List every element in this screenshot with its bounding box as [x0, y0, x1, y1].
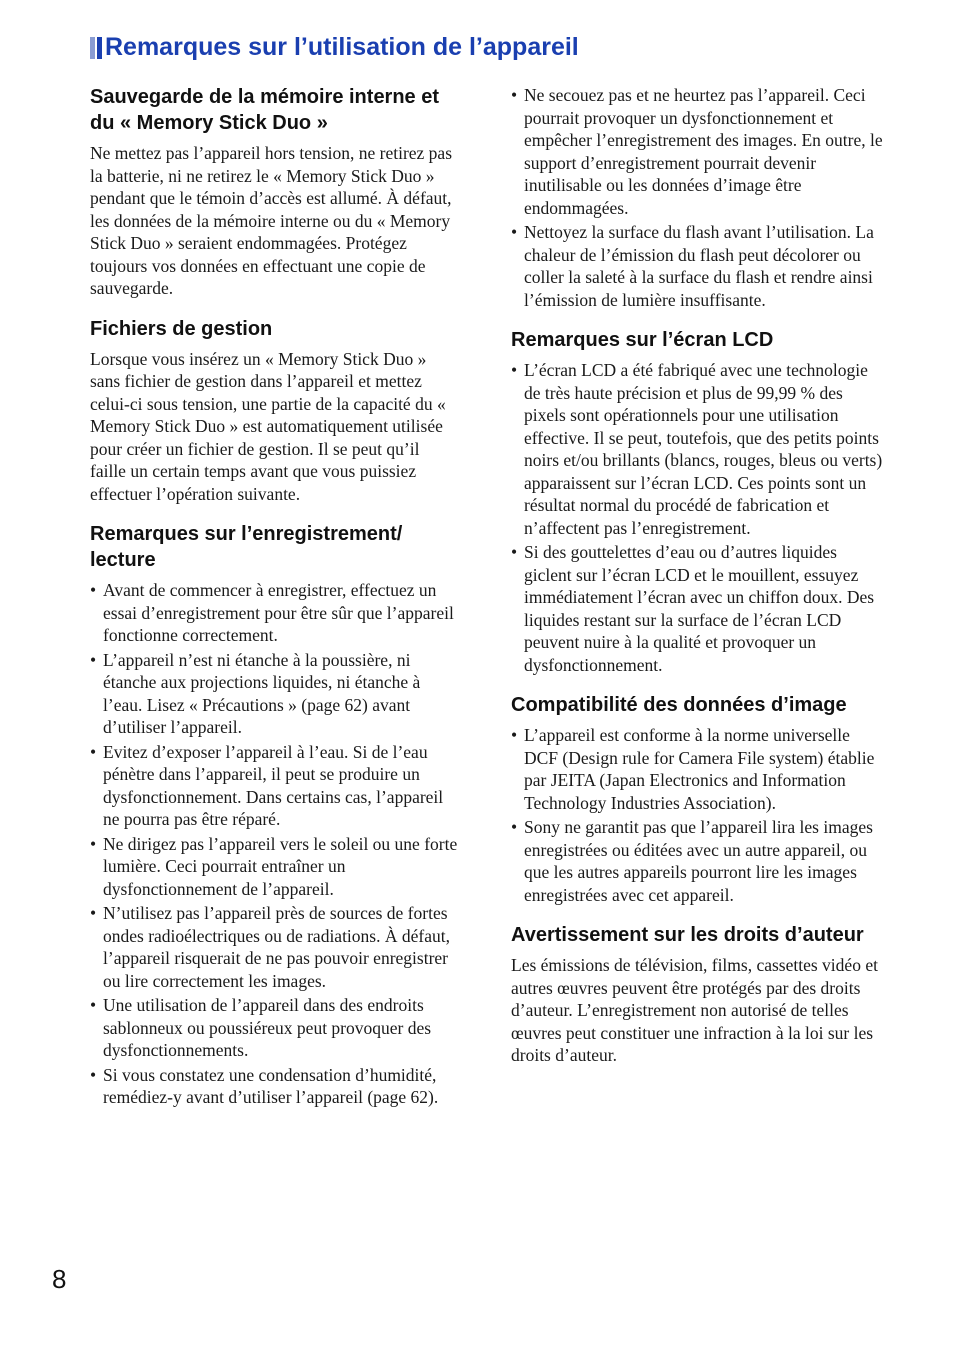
section-image-compatibility — [511, 692, 883, 906]
section-heading: Avertissement sur les droits d’auteur — [511, 924, 864, 946]
section-heading: Sauvegarde de la mémoire interne et du « Memory Stick Duo » — [90, 86, 440, 134]
section-lcd-screen — [511, 327, 883, 676]
section-recording-continued — [511, 84, 883, 311]
left-column — [90, 84, 458, 1125]
section-recording-playback — [90, 521, 458, 1109]
list-item: • L’appareil est conforme à la norme universelle DCF (Design rule for Camera File system) établie par JEITA (Japan Electronics and Information Technology Industries Association). — [511, 724, 883, 814]
list-item: • Nettoyez la surface du flash avant l’utilisation. La chaleur de l’émission du flash peut décolorer ou coller la saleté à la surface du flash et rendre ainsi l’émission de lumière insuffisante. — [511, 221, 883, 311]
section-heading: Remarques sur l’enregistrement/ lecture — [90, 523, 403, 571]
bullet-list — [511, 359, 883, 676]
list-item: • Une utilisation de l’appareil dans des endroits sablonneux ou poussiéreux peut provoquer des dysfonctionnements. — [90, 994, 458, 1062]
section-management-files — [90, 316, 458, 506]
list-item: • Ne dirigez pas l’appareil vers le soleil ou une forte lumière. Ceci pourrait entraîner un dysfonctionnement de l’appareil. — [90, 833, 458, 901]
page-number: 8 — [52, 1264, 67, 1294]
section-heading: Compatibilité des données d’image — [511, 694, 847, 716]
page-title — [90, 33, 579, 62]
bullet-list — [511, 724, 883, 906]
list-item: • Avant de commencer à enregistrer, effectuez un essai d’enregistrement pour être sûr que l’appareil fonctionne correctement. — [90, 579, 458, 647]
list-item: • Si des gouttelettes d’eau ou d’autres liquides giclent sur l’écran LCD et le mouillent, essuyez immédiatement l’écran avec un chiffon doux. Des liquides restant sur la surface de l’écran LCD peuvent nuire à la qualité et provoquer un dysfonctionnement. — [511, 541, 883, 676]
list-item: • Si vous constatez une condensation d’humidité, remédiez-y avant d’utiliser l’appareil (page 62). — [90, 1064, 458, 1109]
section-paragraph: Lorsque vous insérez un « Memory Stick Duo » sans fichier de gestion dans l’appareil et mettez celui-ci sous tension, une partie de la capacité du « Memory Stick Duo » est automatiquement utilisée pour créer un fichier de gestion. Il se peut qu’il faille un certain temps avant que vous puissiez effectuer l’opération suivante. — [90, 348, 446, 504]
section-heading: Remarques sur l’écran LCD — [511, 329, 774, 351]
section-backup — [90, 84, 458, 300]
list-item: • N’utilisez pas l’appareil près de sources de fortes ondes radioélectriques ou de radiations. À défaut, l’appareil risquerait de ne pas pouvoir enregistrer ou lire correctement les images. — [90, 902, 458, 992]
list-item: • Evitez d’exposer l’appareil à l’eau. Si de l’eau pénètre dans l’appareil, il peut se produire un dysfonctionnement. Dans certains cas, l’appareil ne pourra pas être réparé. — [90, 741, 458, 831]
bullet-list — [511, 84, 883, 311]
section-paragraph: Ne mettez pas l’appareil hors tension, ne retirez pas la batterie, ni ne retirez le « Memory Stick Duo » pendant que le témoin d’accès est allumé. À défaut, les données de la mémoire interne ou du « Memory Stick Duo » seraient endommagées. Protégez toujours vos données en effectuant une copie de sauvegarde. — [90, 143, 453, 298]
bullet-list — [90, 579, 458, 1109]
section-paragraph: Les émissions de télévision, films, cassettes vidéo et autres œuvres peuvent être protégés par des droits d’auteur. L’enregistrement non autorisé de telles œuvres peut constituer une infraction à la loi sur les droits d’auteur. — [511, 955, 878, 1065]
list-item: • L’écran LCD a été fabriqué avec une technologie de très haute précision et plus de 99,99 % des pixels sont opérationnels pour une utilisation effective. Il se peut, toutefois, que des petits points noirs et/ou brillants (blancs, rouges, bleus ou verts) apparaissent sur l’écran LCD. Ces points sont un résultat normal du procédé de fabrication et n’affectent pas l’enregistrement. — [511, 359, 883, 539]
section-copyright-warning — [511, 922, 883, 1067]
page-title-text: Remarques sur l’utilisation de l’appareil — [105, 33, 579, 61]
list-item: • Sony ne garantit pas que l’appareil lira les images enregistrées ou éditées avec un autre appareil, ou que les autres appareils pourront lire les images enregistrées avec cet appareil. — [511, 816, 883, 906]
title-marker-icon — [90, 37, 103, 59]
list-item: • L’appareil n’est ni étanche à la poussière, ni étanche aux projections liquides, ni étanche à l’eau. Lisez « Précautions » (page 62) avant d’utiliser l’appareil. — [90, 649, 458, 739]
section-heading: Fichiers de gestion — [90, 317, 273, 340]
right-column — [511, 84, 883, 1083]
list-item: • Ne secouez pas et ne heurtez pas l’appareil. Ceci pourrait provoquer un dysfonctionnement et empêcher l’enregistrement des images. En outre, le support d’enregistrement pourrait devenir inutilisable ou les données d’image être endommagées. — [511, 84, 883, 219]
